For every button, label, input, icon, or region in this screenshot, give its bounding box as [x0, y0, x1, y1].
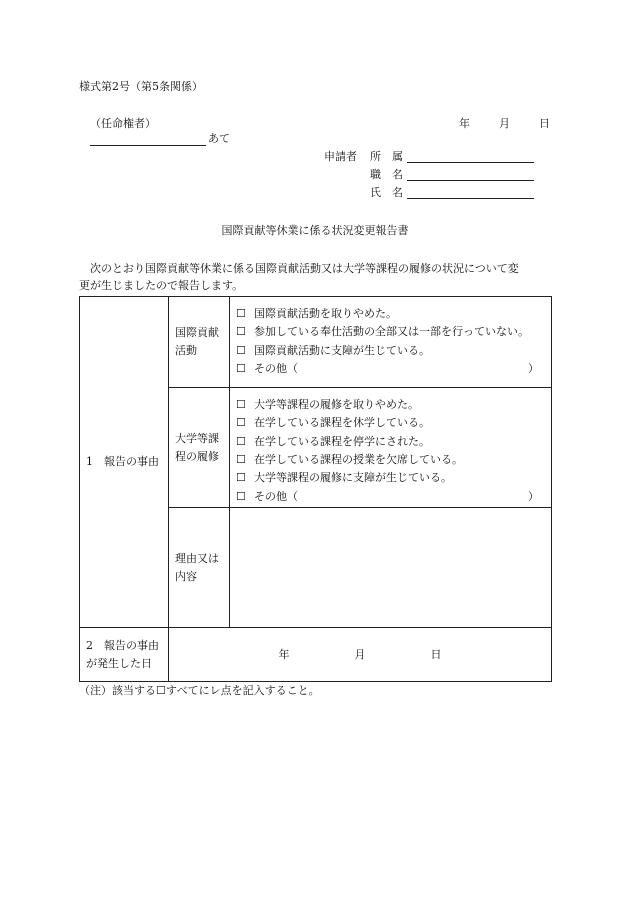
- intro-line-1: 次のとおり国際貢献等休業に係る国際貢献活動又は大学等課程の履修の状況について変: [90, 262, 519, 275]
- document-title: 国際貢献等休業に係る状況変更報告書: [221, 224, 409, 237]
- list-item[interactable]: [236, 414, 545, 432]
- list-item[interactable]: [236, 396, 545, 414]
- item-label-other: その他（: [254, 362, 298, 376]
- footnote: （注）該当する☐すべてにレ点を記入すること。: [79, 684, 320, 697]
- date-year-label: 年: [459, 117, 470, 130]
- item-label: 在学している課程の授業を欠席している。: [254, 453, 463, 467]
- item-label: 国際貢献活動を取りやめた。: [254, 307, 397, 321]
- checkbox[interactable]: ☐: [236, 453, 246, 467]
- date-month-label: 月: [354, 647, 366, 661]
- section1-label: 1 報告の事由: [80, 297, 169, 628]
- header-date: [459, 117, 550, 131]
- name-label: 氏 名: [370, 186, 403, 199]
- item-label-other: その他（: [254, 489, 298, 503]
- list-item[interactable]: [236, 342, 545, 360]
- appointer-label: （任命権者）: [90, 117, 156, 130]
- addressee-suffix: あて: [208, 132, 230, 145]
- form-number: 様式第2号（第5条関係）: [79, 80, 203, 93]
- group-label-university: 大学等課程の履修: [169, 388, 230, 508]
- checkbox[interactable]: ☐: [236, 471, 246, 485]
- checkbox[interactable]: ☐: [236, 325, 246, 339]
- close-paren: ）: [528, 489, 539, 503]
- list-item[interactable]: [236, 433, 545, 451]
- checkbox[interactable]: ☐: [236, 416, 246, 430]
- applicant-label: 申請者: [324, 150, 357, 163]
- list-item[interactable]: [236, 360, 545, 378]
- list-item[interactable]: [236, 469, 545, 487]
- addressee-field[interactable]: [90, 145, 206, 146]
- checkbox[interactable]: ☐: [236, 362, 246, 376]
- close-paren: ）: [528, 362, 539, 376]
- checkbox[interactable]: ☐: [236, 398, 246, 412]
- checkbox[interactable]: ☐: [236, 307, 246, 321]
- date-month-label: 月: [499, 117, 510, 130]
- item-label: 大学等課程の履修に支障が生じている。: [254, 471, 452, 485]
- table-row: [80, 297, 552, 388]
- position-label: 職 名: [370, 168, 403, 181]
- occurrence-date-field[interactable]: [169, 628, 552, 682]
- group-label-reason: 理由又は内容: [169, 508, 230, 628]
- affiliation-field[interactable]: [407, 162, 534, 163]
- affiliation-label: 所 属: [370, 150, 403, 163]
- checkbox[interactable]: ☐: [236, 343, 246, 357]
- group-label-international: 国際貢献活動: [169, 297, 230, 388]
- checkbox[interactable]: ☐: [236, 434, 246, 448]
- date-day-label: 日: [539, 117, 550, 130]
- list-item[interactable]: [236, 305, 545, 323]
- list-item[interactable]: [236, 487, 545, 505]
- date-year-label: 年: [278, 647, 290, 661]
- reason-field[interactable]: [230, 508, 552, 628]
- checkbox[interactable]: ☐: [236, 489, 246, 503]
- group-items-university: [230, 388, 552, 508]
- list-item[interactable]: [236, 451, 545, 469]
- position-field[interactable]: [407, 180, 534, 181]
- table-row: [80, 628, 552, 682]
- name-field[interactable]: [407, 198, 534, 199]
- intro-line-2: 更が生じましたので報告します。: [79, 279, 244, 292]
- item-label: 在学している課程を休学している。: [254, 416, 430, 430]
- item-label: 在学している課程を停学にされた。: [254, 434, 430, 448]
- item-label: 大学等課程の履修を取りやめた。: [254, 398, 419, 412]
- group-items-international: [230, 297, 552, 388]
- report-table: [79, 296, 552, 682]
- item-label: 国際貢献活動に支障が生じている。: [254, 343, 430, 357]
- list-item[interactable]: [236, 323, 545, 341]
- item-label: 参加している奉仕活動の全部又は一部を行っていない。: [254, 325, 529, 339]
- date-day-label: 日: [430, 647, 442, 661]
- section2-label: 2 報告の事由が発生した日: [80, 628, 169, 682]
